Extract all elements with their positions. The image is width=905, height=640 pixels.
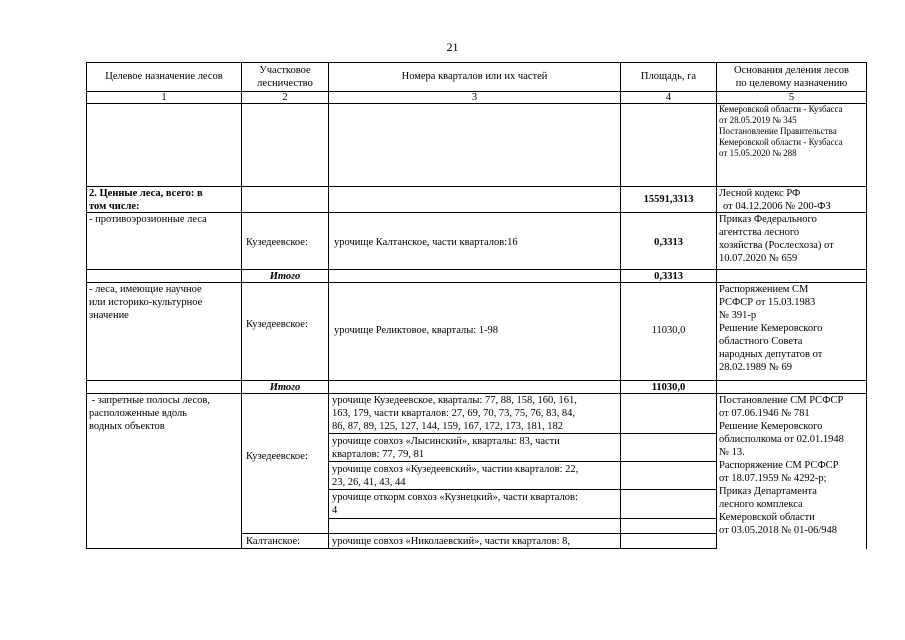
- basis-line: народных депутатов от: [719, 349, 823, 360]
- basis-line: Лесной кодекс РФ: [719, 188, 801, 199]
- col-number-4: 4: [665, 92, 672, 103]
- basis-line: от 04.12.2006 № 200-ФЗ: [723, 201, 831, 212]
- basis-line: РСФСР от 15.03.1983: [719, 297, 816, 308]
- subtotal-label: Итого: [269, 271, 301, 282]
- anti-erosion-forestry: Кузедеевское:: [246, 237, 308, 248]
- quarters-line: урочище откорм совхоз «Кузнецкий», части кварталов:: [332, 492, 578, 503]
- basis-line: Решение Кемеровского: [719, 421, 823, 432]
- basis-line: от 03.05.2018 № 01-06/948: [719, 525, 838, 536]
- header-basis-line1: Основания деления лесов: [734, 65, 849, 76]
- quarters-line: урочище совхоз «Лысинский», кварталы: 83, части: [332, 436, 560, 447]
- basis-line: № 13.: [719, 447, 745, 458]
- scientific-area: 11030,0: [651, 325, 686, 336]
- scientific-forestry: Кузедеевское:: [246, 319, 308, 330]
- quarters-line: урочище Кузедеевское, кварталы: 77, 88, 158, 160, 161,: [332, 395, 577, 406]
- col-number-3: 3: [471, 92, 478, 103]
- quarters-line: урочище совхоз «Николаевский», части кварталов: 8,: [332, 536, 571, 547]
- purpose-line: - запретные полосы лесов,: [89, 395, 210, 406]
- scientific-purpose: [89, 283, 239, 322]
- basis-line: от 18.07.1959 № 4292-р;: [719, 473, 827, 484]
- valuable-forests-basis: [719, 187, 865, 213]
- basis-line: агентства лесного: [719, 227, 800, 238]
- protective-quarters-4: [332, 491, 619, 517]
- scientific-quarters: урочище Реликтовое, кварталы: 1-98: [334, 325, 499, 336]
- protective-purpose: [89, 394, 239, 433]
- basis-line: Кемеровской области: [719, 512, 815, 523]
- purpose-line: или историко-культурное: [89, 297, 203, 308]
- basis-line: лесного комплекса: [719, 499, 803, 510]
- protective-quarters-1: [332, 394, 619, 433]
- col-number-5: 5: [788, 92, 795, 103]
- quarters-line: урочище совхоз «Кузедеевский», частии кварталов: 22,: [332, 464, 579, 475]
- protective-quarters-2: [332, 435, 619, 461]
- header-forestry-line1: Участковое: [259, 65, 311, 76]
- basis-line: Распоряжением СМ: [719, 284, 809, 295]
- basis-line: Кемеровской области - Кузбасса: [719, 137, 843, 147]
- basis-line: хозяйства (Рослесхоза) от: [719, 240, 834, 251]
- header-area: Площадь, га: [640, 71, 697, 82]
- protective-quarters-3: [332, 463, 619, 489]
- protective-quarters-5: [332, 535, 619, 548]
- purpose-line: том числе:: [89, 201, 140, 212]
- basis-line: от 28.05.2019 № 345: [719, 115, 797, 125]
- basis-line: 10.07.2020 № 659: [719, 253, 798, 264]
- basis-line: Постановление Правительства: [719, 126, 837, 136]
- anti-erosion-purpose: - противоэрозионные леса: [89, 214, 207, 225]
- protective-forestry-kuzedeevskoe: Кузедеевское:: [246, 451, 308, 462]
- basis-line: Распоряжение СМ РСФСР: [719, 460, 839, 471]
- quarters-line: 4: [332, 505, 338, 516]
- continuation-basis: [719, 104, 865, 159]
- basis-line: Приказ Федерального: [719, 214, 817, 225]
- basis-line: облисполкома от 02.01.1948: [719, 434, 844, 445]
- basis-line: Приказ Департамента: [719, 486, 817, 497]
- purpose-line: значение: [89, 310, 129, 321]
- protective-basis: [719, 394, 865, 537]
- anti-erosion-quarters: урочище Калтанское, части кварталов:16: [334, 237, 518, 248]
- quarters-line: 163, 179, части кварталов: 27, 69, 70, 73, 75, 76, 83, 84,: [332, 408, 575, 419]
- col-number-2: 2: [282, 92, 288, 103]
- basis-line: от 07.06.1946 № 781: [719, 408, 810, 419]
- anti-erosion-basis: [719, 213, 865, 265]
- purpose-line: - леса, имеющие научное: [89, 284, 202, 295]
- header-purpose: Целевое назначение лесов: [105, 71, 223, 82]
- quarters-line: кварталов: 77, 79, 81: [332, 449, 425, 460]
- protective-forestry-kaltanskoe: Калтанское:: [246, 536, 301, 547]
- basis-line: Решение Кемеровского: [719, 323, 823, 334]
- header-forestry-line2: лесничество: [257, 78, 313, 89]
- basis-line: от 15.05.2020 № 288: [719, 148, 797, 158]
- header-basis-line2: по целевому назначению: [735, 78, 848, 89]
- purpose-line: водных объектов: [89, 421, 165, 432]
- subtotal-area: 0,3313: [654, 271, 683, 282]
- header-quarters: Номера кварталов или их частей: [401, 71, 548, 82]
- valuable-forests-area: 15591,3313: [643, 194, 694, 205]
- basis-line: 28.02.1989 № 69: [719, 362, 793, 373]
- purpose-line: расположенные вдоль: [89, 408, 188, 419]
- purpose-line: 2. Ценные леса, всего: в: [89, 188, 203, 199]
- valuable-forests-purpose: [89, 187, 239, 213]
- anti-erosion-area: 0,3313: [654, 237, 683, 248]
- subtotal-area: 11030,0: [651, 382, 686, 393]
- scientific-basis: [719, 283, 865, 374]
- basis-line: № 391-р: [719, 310, 757, 321]
- page-number: 21: [446, 40, 459, 54]
- header-basis: [717, 64, 866, 90]
- quarters-line: 23, 26, 41, 43, 44: [332, 477, 406, 488]
- basis-line: Кемеровской области - Кузбасса: [719, 104, 843, 114]
- basis-line: Постановление СМ РСФСР: [719, 395, 844, 406]
- quarters-line: 86, 87, 89, 125, 127, 144, 159, 167, 172, 173, 181, 182: [332, 421, 563, 432]
- basis-line: областного Совета: [719, 336, 803, 347]
- subtotal-label: Итого: [269, 382, 301, 393]
- header-forestry: [242, 64, 328, 90]
- col-number-1: 1: [161, 92, 167, 103]
